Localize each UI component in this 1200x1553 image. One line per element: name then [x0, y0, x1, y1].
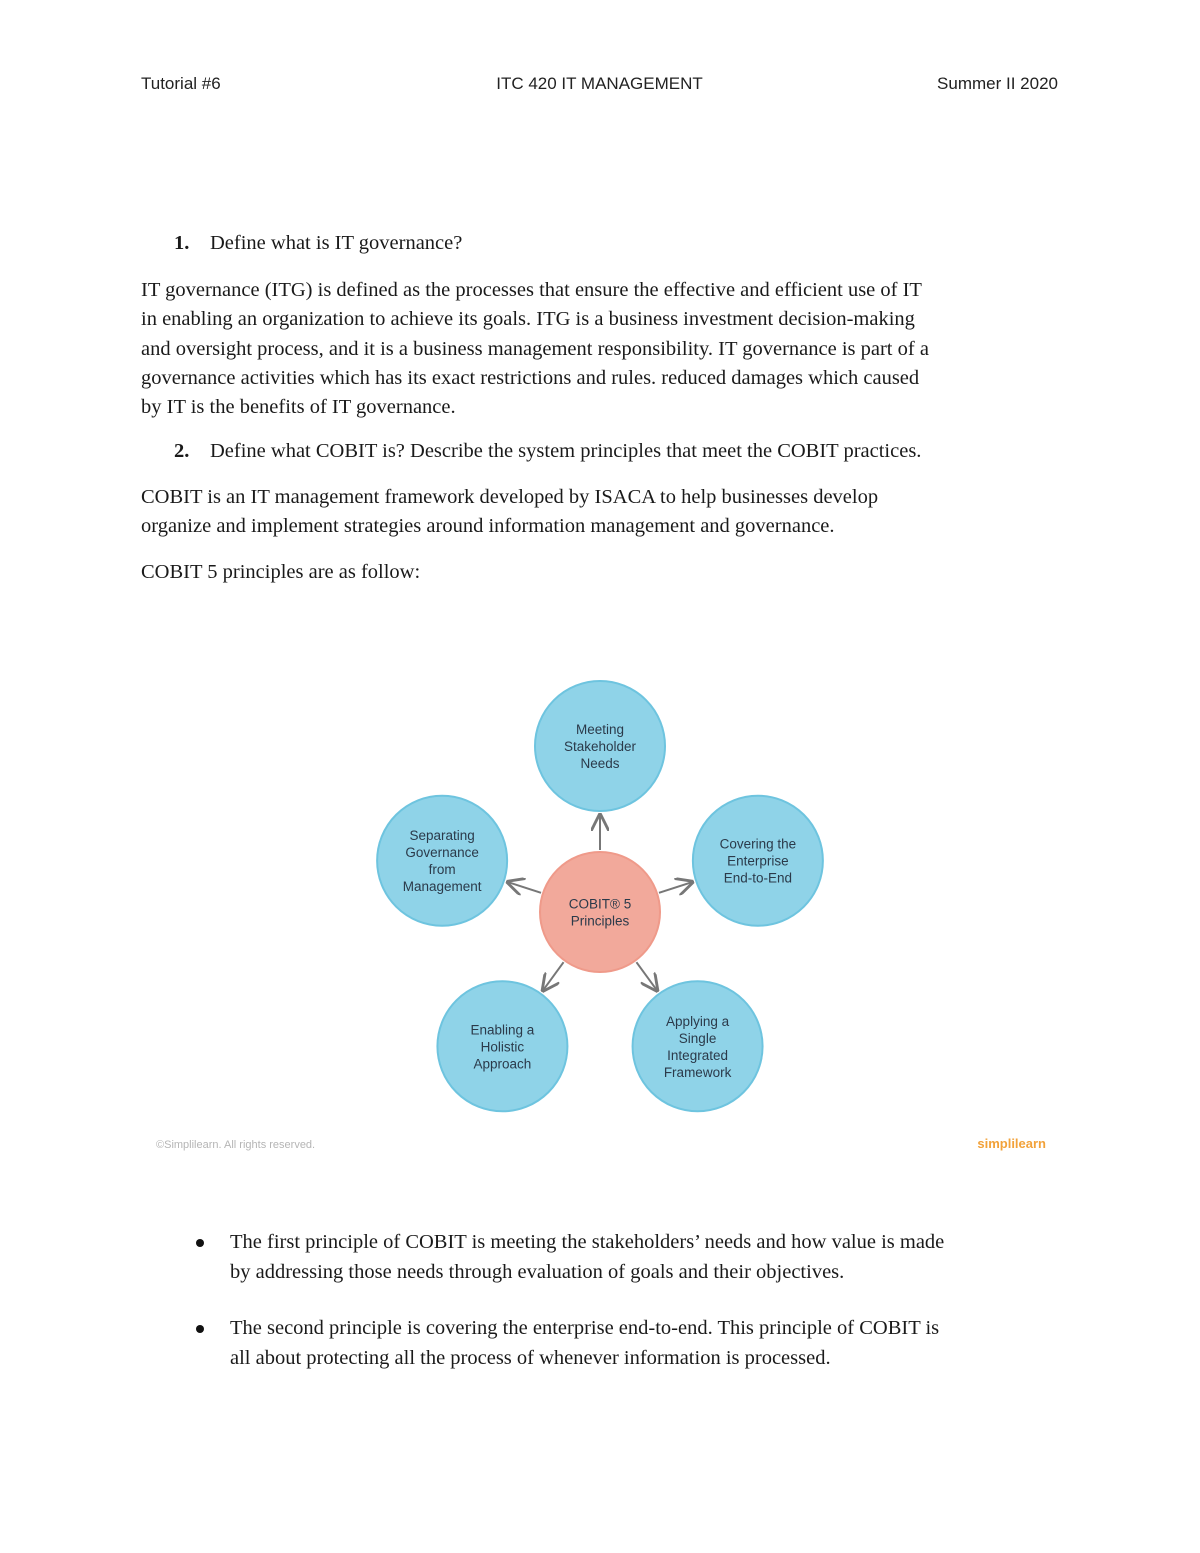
header-left: Tutorial #6 — [141, 74, 221, 93]
header-center: ITC 420 IT MANAGEMENT — [496, 74, 703, 93]
principle-label: Separating — [409, 828, 475, 844]
principle-label: Approach — [473, 1056, 532, 1072]
page-header — [141, 74, 1058, 98]
text-line: organize and implement strategies around information management and governance. — [141, 515, 835, 538]
principle-label: Integrated — [667, 1047, 728, 1063]
bullet-dot — [196, 1239, 204, 1247]
text-line: by IT is the benefits of IT governance. — [141, 396, 456, 419]
answer-1 — [141, 276, 1056, 422]
principle-label: Stakeholder — [563, 739, 637, 754]
text-line: by addressing those needs through evaluation of goals and their objectives. — [230, 1260, 845, 1283]
question-text: Define what COBIT is? Describe the system principles that meet the COBIT practices. — [210, 440, 922, 462]
text-line: in enabling an organization to achieve its goals. ITG is a business investment decision-making — [141, 308, 915, 331]
bullet-dot — [196, 1325, 204, 1333]
principle-label: End-to-End — [723, 870, 793, 886]
copyright-note: ©Simplilearn. All rights reserved. — [156, 1139, 316, 1151]
text-line: governance activities which has its exact restrictions and rules. reduced damages which caused — [141, 366, 920, 389]
principle-circle — [633, 981, 763, 1111]
principle-label: Management — [402, 879, 482, 895]
simplilearn-logo: simplilearn — [977, 1136, 1046, 1151]
principle-single-framework — [633, 981, 763, 1111]
question-2 — [174, 440, 921, 463]
text-line: The second principle is covering the enterprise end-to-end. This principle of COBIT is — [230, 1317, 940, 1339]
principle-separating-governance — [377, 796, 507, 926]
principle-label: Single — [678, 1030, 717, 1046]
arrow — [636, 962, 657, 990]
principle-label: Covering the — [719, 836, 797, 852]
principle-label: Needs — [580, 756, 620, 771]
principle-meeting-stakeholder-needs — [535, 681, 665, 811]
arrow — [543, 962, 564, 990]
header-right: Summer II 2020 — [937, 74, 1058, 93]
center-label: Principles — [570, 913, 630, 929]
answer-2 — [141, 483, 1056, 542]
arrow — [659, 882, 692, 893]
arrow — [508, 882, 541, 893]
principle-holistic-approach — [437, 981, 567, 1111]
text-line: IT governance (ITG) is defined as the processes that ensure the effective and efficient use of IT — [141, 279, 922, 301]
principles-intro: COBIT 5 principles are as follow: — [141, 561, 421, 583]
question-number: 2. — [174, 440, 190, 462]
principle-label: Holistic — [480, 1039, 525, 1055]
center-circle — [540, 852, 660, 972]
principle-label: Meeting — [575, 722, 625, 737]
principle-label: Enterprise — [727, 853, 789, 869]
principle-label: Governance — [405, 845, 479, 861]
question-1 — [174, 232, 462, 255]
text-line: and oversight process, and it is a business management responsibility. IT governance is part of a — [141, 337, 929, 360]
principle-label: Framework — [663, 1064, 732, 1080]
principle-label: from — [428, 862, 456, 878]
principle-covering-enterprise — [693, 796, 823, 926]
principle-circle — [377, 796, 507, 926]
center-label: COBIT® 5 — [568, 896, 632, 912]
circle-group — [377, 681, 823, 1111]
principle-label: Applying a — [666, 1013, 730, 1029]
center-node — [540, 852, 660, 972]
question-number: 1. — [174, 232, 190, 254]
principle-label: Enabling a — [470, 1022, 535, 1038]
text-line: all about protecting all the process of whenever information is processed. — [230, 1346, 831, 1369]
text-line: COBIT is an IT management framework developed by ISACA to help businesses develop — [141, 486, 879, 508]
cobit-principles-diagram — [150, 680, 1050, 1160]
question-text: Define what is IT governance? — [210, 232, 463, 254]
text-line: The first principle of COBIT is meeting the stakeholders’ needs and how value is made — [230, 1231, 945, 1253]
